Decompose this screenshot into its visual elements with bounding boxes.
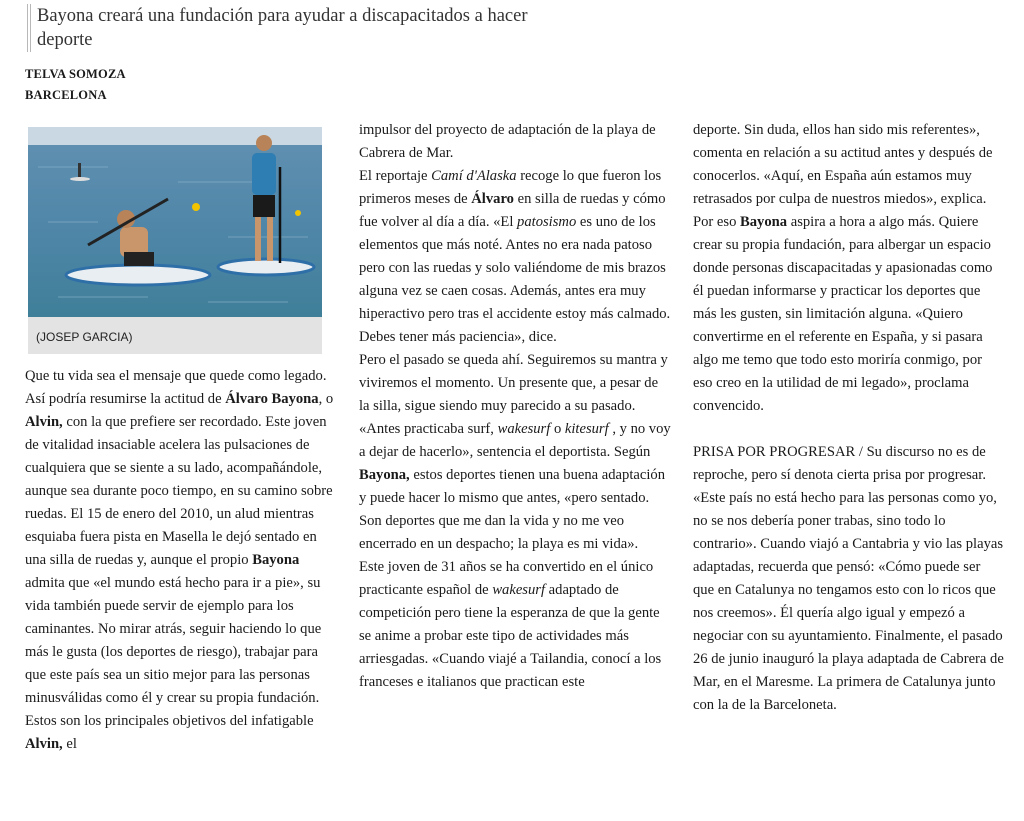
- paragraph: deporte. Sin duda, ellos han sido mis referentes», comenta en relación a su actitud antes y después de conocerlos. «Aquí, en España aún estamos muy retrasados por culpa de nuestros miedos», explica.: [693, 122, 993, 207]
- article-photo: [28, 127, 322, 354]
- byline: [25, 64, 126, 106]
- article-column-1: [25, 365, 337, 756]
- paragraph: El reportaje Camí d'Alaska recoge lo que fueron los primeros meses de Álvaro en silla de ruedas y cómo fue volver al día a día. «El patosismo es uno de los elementos que más noté. Antes no era nada patoso pero con las ruedas y solo valiéndome de mis brazos alguna vez se caen cosas. Además, antes era muy hiperactivo pero tras el accidente estoy más calmado. Debes tener más paciencia», dice.: [359, 168, 671, 345]
- paragraph: Pero el pasado se queda ahí. Seguiremos su mantra y viviremos el momento. Un presente que, a pesar de la silla, sigue siendo muy parecido a su pasado. «Antes practicaba surf, wakesurf o kitesurf , y no voy a dejar de hacerlo», sentencia el deportista. Según Bayona, estos deportes tienen una buena adaptación y puede hacer lo mismo que antes, «pero sentado. Son deportes que me dan la vida y no me veo encerrado en un despacho; la playa es mi vida».: [359, 352, 671, 552]
- article-column-3: [693, 119, 1005, 717]
- paddle-board-image: [28, 127, 322, 317]
- paragraph: Este joven de 31 años se ha convertido en el único practicante español de wakesurf adaptado de competición pero tiene la esperanza de que la gente se anime a probar este tipo de actividades más arriesgadas. «Cuando viajé a Tailandia, conocí a los franceses e italianos que practican este: [359, 559, 662, 690]
- article-headline: Bayona creará una fundación para ayudar a discapacitados a hacer deporte: [27, 4, 557, 52]
- photo-caption: (JOSEP GARCIA): [36, 330, 133, 344]
- paragraph-spacer: [693, 418, 1005, 441]
- paragraph: impulsor del proyecto de adaptación de la playa de Cabrera de Mar.: [359, 122, 656, 161]
- article-column-2: [359, 119, 671, 694]
- dateline-location: BARCELONA: [25, 88, 107, 102]
- paragraph: Por eso Bayona aspira a hora a algo más. Quiere crear su propia fundación, para albergar un espacio donde personas discapacitadas y apasionadas como él puedan informarse y practicar los deportes que más les gusten, sin limitación alguna. «Quiero convertirme en el referente en España, y si pasara algo me temo que todo esto moriría conmigo, por eso creo en la utilidad de mi legado», proclama convencido.: [693, 214, 993, 414]
- paragraph: Que tu vida sea el mensaje que quede como legado. Así podría resumirse la actitud de Álvaro Bayona, o Alvin, con la que prefiere ser recordado. Este joven de vitalidad insaciable acelera las pulsaciones de cualquiera que se siente a su lado, acompañándole, aunque sea durante poco tiempo, en su camino sobre ruedas. El 15 de enero del 2010, un alud mientras esquiaba fuera pista en Masella le dejó sentado en una silla de ruedas y, aunque el propio Bayona admita que «el mundo está hecho para ir a pie», su vida también puede servir de ejemplo para los caminantes. No mirar atrás, seguir haciendo lo que más le gusta (los deportes de riesgo), trabajar para que este país sea un sitio mejor para las personas minusválidas como él y crear su propia fundación. Estos son los principales objetivos del infatigable Alvin, el: [25, 368, 334, 752]
- author-name: TELVA SOMOZA: [25, 67, 126, 81]
- paragraph: PRISA POR PROGRESAR / Su discurso no es de reproche, pero sí denota cierta prisa por progresar. «Este país no está hecho para las personas como yo, no se nos debería poner trabas, sino todo lo contrario». Cuando viajó a Cantabria y vio las playas adaptadas, recuerda que pensó: «Cómo puede ser que en Catalunya no tengamos esto con lo ricos que nos creemos». Él quería algo igual y empezó a negociar con su ayuntamiento. Finalmente, el pasado 26 de junio inauguró la playa adaptada de Cabrera de Mar, en el Maresme. La primera de Catalunya junto con la de la Barceloneta.: [693, 444, 1004, 713]
